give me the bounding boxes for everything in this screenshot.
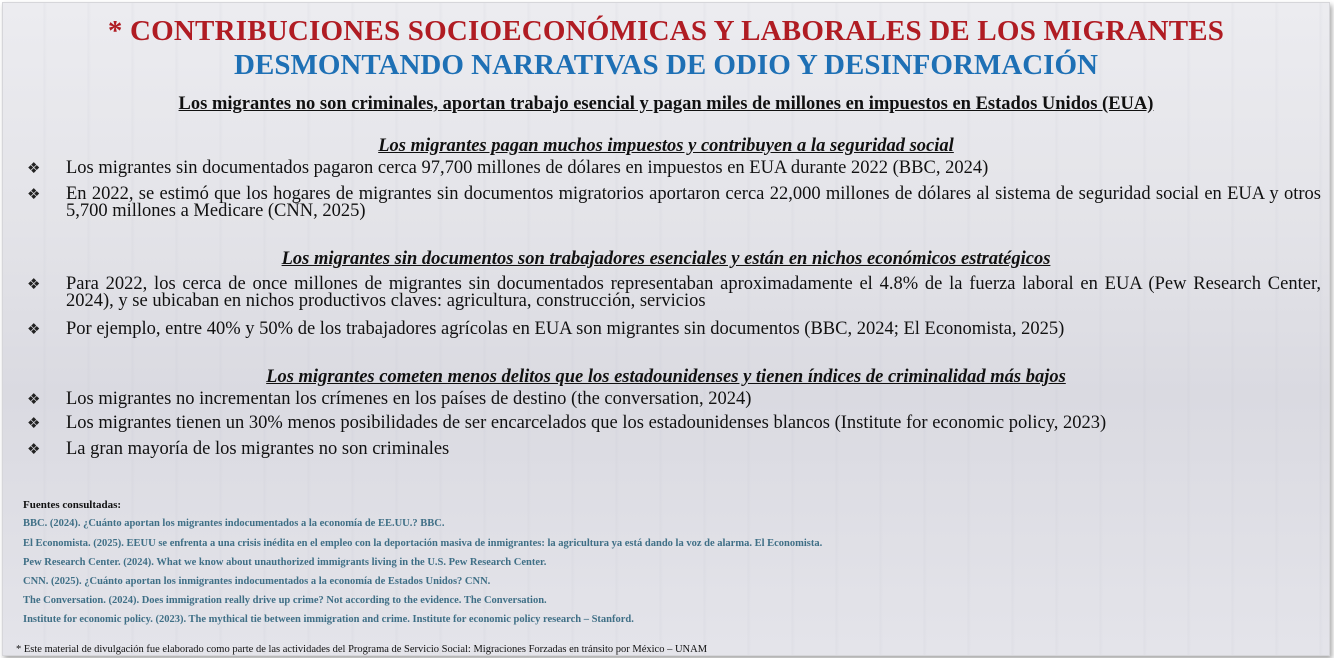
bullet-text: Para 2022, los cerca de once millones de migrantes sin documentados representaban aproximadamente el 4.8% de la fuerza laboral en EUA (Pew Research Center, 2024), y se ubicaban en nichos productivos claves: agricultura, construcción, servicios [66,274,1321,311]
source-citation: CNN. (2025). ¿Cuánto aportan los inmigrantes indocumentados a la economía de Estados Unidos? CNN. [23,576,491,587]
bullet-text: Los migrantes tienen un 30% menos posibilidades de ser encarcelados que los estadounidenses blancos (Institute for economic policy, 2023) [66,413,1107,433]
bullet-item [19,441,1321,458]
diamond-bullet-icon: ❖ [27,440,41,458]
section-title-crime: Los migrantes cometen menos delitos que los estadounidenses y tienen índices de criminalidad más bajos [266,367,1066,387]
bullet-item [19,186,1321,220]
headline: Los migrantes no son criminales, aportan trabajo esencial y pagan miles de millones en impuestos en Estados Unidos (EUA) [178,94,1154,114]
diamond-bullet-icon: ❖ [27,275,41,293]
bullet-item [19,321,1321,338]
section-title-taxes: Los migrantes pagan muchos impuestos y contribuyen a la seguridad social [378,136,954,156]
diamond-bullet-icon: ❖ [27,414,41,432]
bullet-item [19,415,1321,432]
bullet-item [19,391,1321,408]
slide-subtitle: DESMONTANDO NARRATIVAS DE ODIO Y DESINFORMACIÓN [234,49,1098,81]
slide [2,2,1330,656]
source-citation: The Conversation. (2024). Does immigration really drive up crime? Not according to the evidence. The Conversation. [23,595,547,606]
bullet-text: Los migrantes sin documentados pagaron cerca 97,700 millones de dólares en impuestos en EUA durante 2022 (BBC, 2024) [66,158,989,178]
source-citation: El Economista. (2025). EEUU se enfrenta a una crisis inédita en el empleo con la deportación masiva de inmigrantes: la agricultura ya está dando la voz de alarma. El Economista. [23,538,823,549]
bullet-item [19,160,1321,177]
bullet-text: En 2022, se estimó que los hogares de migrantes sin documentos migratorios aportaron cerca 22,000 millones de dólares al sistema de seguridad social en EUA y otros 5,700 millones a Medicare (CNN, 2025) [66,184,1321,221]
diamond-bullet-icon: ❖ [27,185,41,203]
bullet-text: Por ejemplo, entre 40% y 50% de los trabajadores agrícolas en EUA son migrantes sin documentos (BBC, 2024; El Economista, 2025) [66,319,1065,339]
slide-title: * CONTRIBUCIONES SOCIOECONÓMICAS Y LABORALES DE LOS MIGRANTES [107,15,1225,47]
footnote: * Este material de divulgación fue elaborado como parte de las actividades del Programa de Servicio Social: Migraciones Forzadas en tránsito por México – UNAM [16,644,708,655]
source-citation: Pew Research Center. (2024). What we know about unauthorized immigrants living in the U.S. Pew Research Center. [23,557,547,568]
diamond-bullet-icon: ❖ [27,159,41,177]
diamond-bullet-icon: ❖ [27,390,41,408]
diamond-bullet-icon: ❖ [27,320,41,338]
bullet-item [19,276,1321,310]
bullet-text: Los migrantes no incrementan los crímenes en los países de destino (the conversation, 2024) [66,389,752,409]
bullet-text: La gran mayoría de los migrantes no son criminales [66,439,450,459]
source-citation: Institute for economic policy. (2023). The mythical tie between immigration and crime. Institute for economic policy research – Stanford. [23,614,634,625]
section-title-workers: Los migrantes sin documentos son trabajadores esenciales y están en nichos económicos estratégicos [281,249,1051,269]
source-citation: BBC. (2024). ¿Cuánto aportan los migrantes indocumentados a la economía de EE.UU.? BBC. [23,518,445,529]
sources-heading: Fuentes consultadas: [23,499,122,511]
